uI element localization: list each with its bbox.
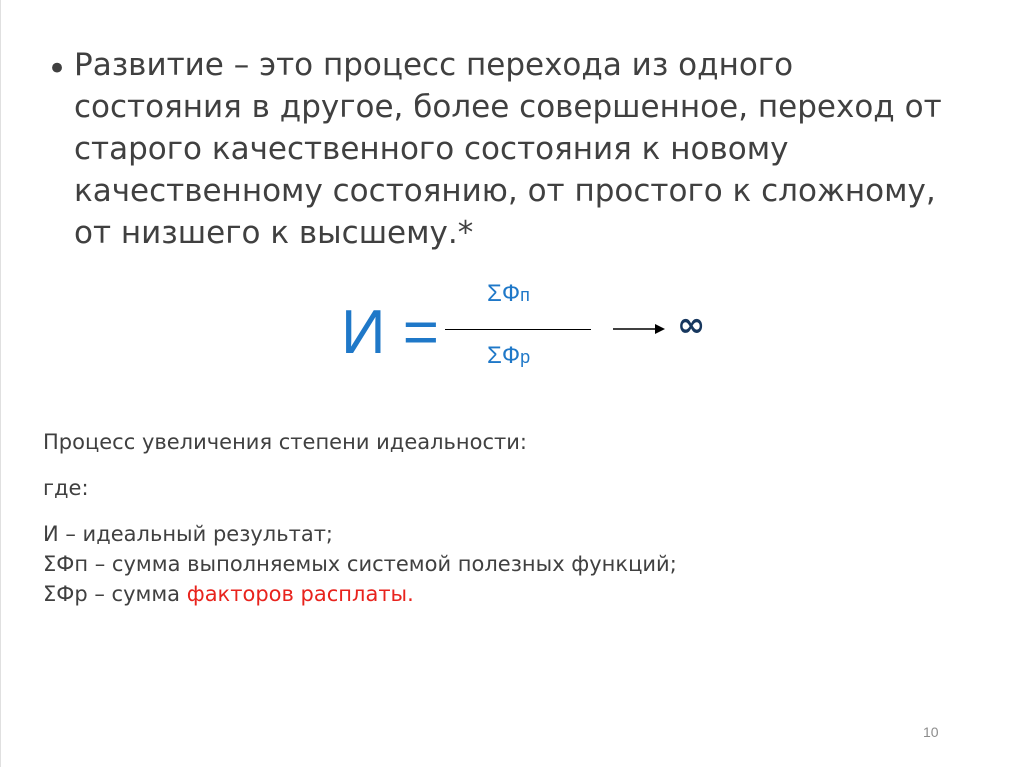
definition-useful-functions: ΣФп – сумма выполняемых системой полезных функций;: [43, 552, 677, 576]
denominator-subscript: р: [520, 347, 531, 367]
bullet-line: старого качественного состояния к новому: [74, 131, 789, 167]
formula-numerator: [487, 280, 530, 308]
payment-factors-highlight: факторов расплаты.: [186, 582, 414, 606]
definitions-list: [43, 519, 677, 609]
bullet-paragraph: [47, 44, 977, 254]
denominator-symbol: ΣФ: [487, 342, 521, 369]
bullet-line: Развитие – это процесс перехода из одного: [74, 47, 794, 83]
definition-payment-factors: [43, 579, 677, 609]
where-label: где:: [43, 476, 89, 500]
numerator-subscript: п: [520, 285, 530, 305]
bullet-text: [74, 44, 977, 254]
formula-denominator: [487, 342, 530, 370]
ideality-heading: Процесс увеличения степени идеальности:: [43, 430, 527, 454]
bullet-line: качественному состоянию, от простого к сложному,: [74, 173, 936, 209]
definition-prefix: ΣФр – сумма: [43, 582, 187, 606]
bullet-dot-icon: •: [47, 49, 68, 89]
arrow-right-icon: [613, 318, 665, 340]
infinity-symbol: ∞: [677, 305, 706, 345]
formula-lhs: И =: [341, 298, 439, 367]
ideality-formula: [1, 280, 1024, 390]
numerator-symbol: ΣФ: [487, 280, 521, 307]
bullet-line: состояния в другое, более совершенное, переход от: [74, 89, 942, 125]
definition-ideal-result: И – идеальный результат;: [43, 522, 334, 546]
bullet-line: от низшего к высшему.*: [74, 215, 474, 251]
fraction-bar: [445, 329, 591, 330]
page-number: 10: [923, 724, 939, 740]
